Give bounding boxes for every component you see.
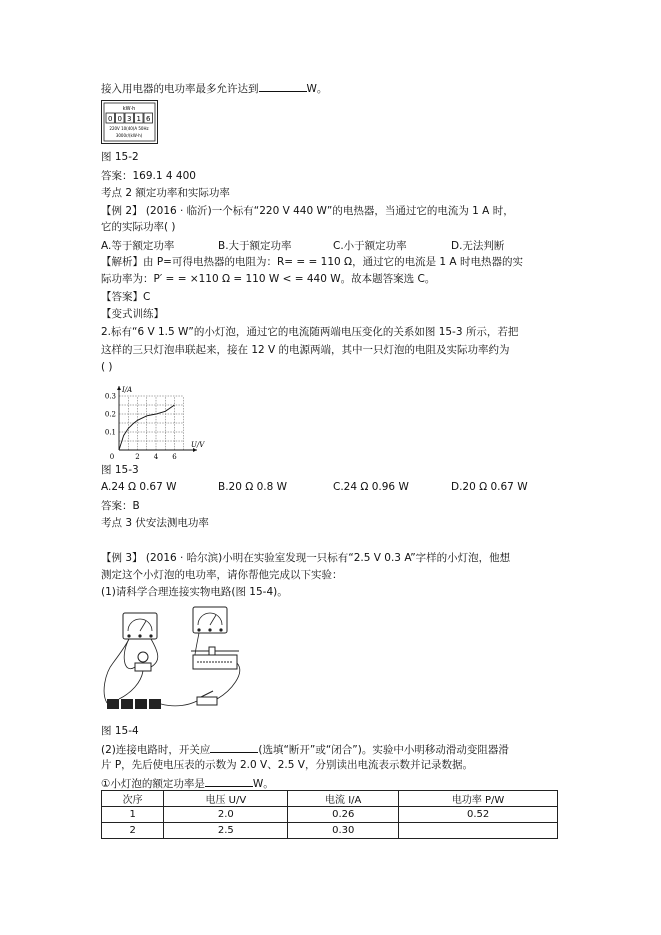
x-tick-label: 6 [172,453,177,461]
example-line: (1)请科学合理连接实物电路(图 15-4)。 [101,586,288,598]
unit-text: W。 [306,83,328,95]
question-line: ( ) [101,361,113,373]
question-line: 2.标有“6 V 1.5 W”的小灯泡，通过它的电流随两端电压变化的关系如图 15-3 所示，若把 [101,326,519,338]
table-cell: 2 [102,823,164,839]
meter-digit: 6 [146,115,151,123]
section-heading: 考点 3 伏安法测电功率 [101,517,209,529]
answer-blank [210,741,258,753]
example-line: 【例 3】 (2016 · 哈尔滨)小明在实验室发现一只标有“2.5 V 0.3 A”字样的小灯泡，他想 [101,552,511,564]
section-heading: 考点 2 额定功率和实际功率 [101,187,230,199]
iu-chart-svg [101,376,211,461]
figure-caption: 图 15-4 [101,725,139,737]
table-cell: 0.52 [399,807,558,823]
question-text: (选填“断开”或“闭合”)。实验中小明移动滑动变阻器滑 [258,744,509,756]
battery-icon [107,699,161,709]
example-line: 它的实际功率( ) [101,221,176,233]
option-c: C.小于额定功率 [333,240,407,252]
question-line: 片 P，先后使电压表的示数为 2.0 V、2.5 V，分别读出电流表示数并记录数据。 [101,759,473,771]
example-line: 测定这个小灯泡的电功率，请你帮他完成以下实验： [101,569,343,581]
lamp-icon [135,652,151,671]
table-cell: 0.30 [288,823,399,839]
meter-digit: 0 [108,115,113,123]
question-line [101,775,274,791]
table-header: 电流 I/A [288,791,399,807]
example-line: 【例 2】 (2016 · 临沂)一个标有“220 V 440 W”的电热器，当通过它的电流为 1 A 时， [101,205,514,217]
switch-icon [197,691,217,705]
y-tick-label: 0.2 [104,410,116,419]
answer-line: 答案：B [101,500,140,512]
question-text: (2)连接电路时，开关应 [101,744,211,756]
x-axis-label: U/V [191,441,205,449]
question-line [101,80,327,96]
meter-constant: 3000r/(kW·h) [115,133,143,138]
option-b: B.20 Ω 0.8 W [218,481,288,493]
table-header: 电压 U/V [164,791,288,807]
y-tick-label: 0.1 [104,428,116,437]
rheostat-icon [191,647,239,669]
option-d: D.无法判断 [451,240,505,252]
table-cell: 1 [102,807,164,823]
table-header: 电功率 P/W [399,791,558,807]
option-b: B.大于额定功率 [218,240,292,252]
circuit-figure [101,603,261,721]
option-a: A.等于额定功率 [101,240,175,252]
meter-unit: kW·h [122,106,136,112]
table-row [102,807,558,823]
option-c: C.24 Ω 0.96 W [333,481,409,493]
table-cell: 0.26 [288,807,399,823]
meter-digit: 1 [136,115,141,123]
answer-line: 答案：169.1 4 400 [101,170,196,182]
x-tick-label: 2 [135,453,140,461]
table-cell [399,823,558,839]
question-line: 这样的三只灯泡串联起来，接在 12 V 的电源两端，其中一只灯泡的电阻及实际功率约为 [101,344,510,356]
question-text: ①小灯泡的额定功率是 [101,778,205,790]
answer-blank [259,80,307,92]
voltmeter-icon [193,607,227,633]
data-table [101,790,558,839]
analysis-line: 际功率为：P′ = = ×110 Ω = 110 W < = 440 W。故本题答案选 C。 [101,273,436,285]
iu-chart [101,376,211,461]
question-text: 接入用电器的电功率最多允许达到 [101,83,259,95]
x-tick-label: 4 [153,453,159,461]
x-tick-label: 0 [109,453,115,461]
question-line [101,741,509,757]
unit-text: W。 [252,778,274,790]
option-d: D.20 Ω 0.67 W [451,481,528,493]
answer-blank [205,775,253,787]
meter-digit: 3 [127,115,132,123]
y-axis-label: I/A [122,386,133,394]
meter-rating: 220V 10(40)A 50Hz [109,126,149,131]
option-a: A.24 Ω 0.67 W [101,481,177,493]
analysis-line: 【解析】由 P=可得电热器的电阻为：R= = = 110 Ω，通过它的电流是 1 A 时电热器的实 [101,256,523,268]
table-header: 次序 [102,791,164,807]
answer-line: 【答案】C [101,291,151,303]
y-tick-label: 0.3 [104,392,116,401]
table-row [102,823,558,839]
y-axis-arrow [117,386,121,390]
figure-caption: 图 15-3 [101,464,139,476]
figure-caption: 图 15-2 [101,151,139,163]
table-cell: 2.0 [164,807,288,823]
section-heading: 【变式训练】 [101,308,164,320]
energy-meter-figure [101,100,158,144]
table-cell: 2.5 [164,823,288,839]
ammeter-icon [123,613,157,639]
table-header-row [102,791,558,807]
meter-digit: 0 [117,115,122,123]
